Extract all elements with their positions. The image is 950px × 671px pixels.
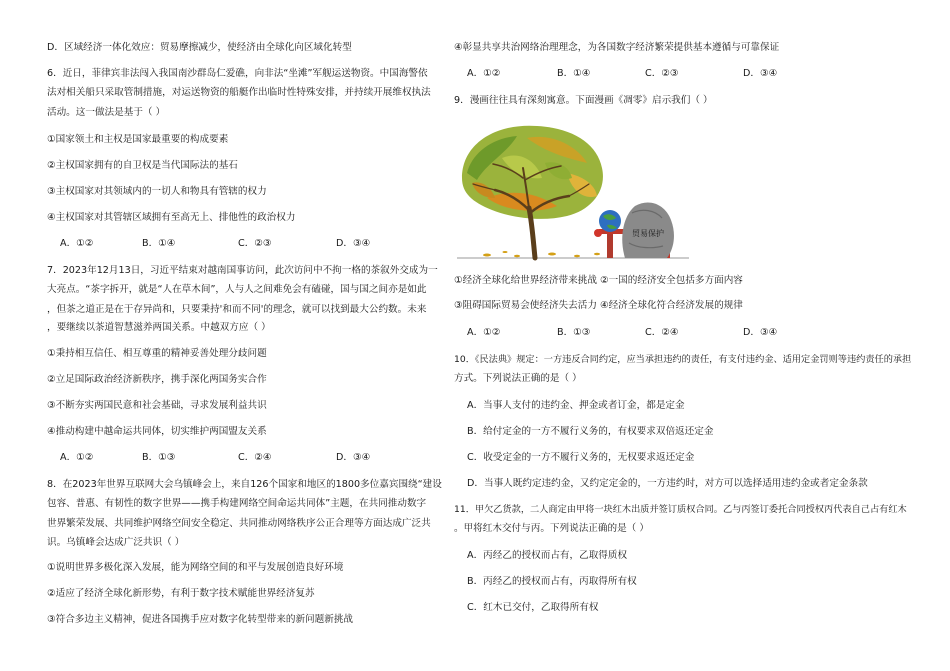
q9-option-c[interactable]: C．②④ (645, 327, 679, 338)
q9-option-b[interactable]: B．①③ (557, 327, 591, 338)
q6-statement-1: ①国家领土和主权是国家最重要的构成要素 (47, 134, 229, 145)
q8-statement-1: ①说明世界多极化深入发展，能为网络空间的和平与发展创造良好环境 (47, 562, 344, 573)
q7-stem-line4: ，要继续以茶道智慧滋养两国关系。中越双方应（ ） (47, 322, 271, 333)
q8-statement-2: ②适应了经济全球化新形势，有利于数字技术赋能世界经济复苏 (47, 588, 315, 599)
q7-stem-line3: ，但茶之道正是在于存异尚和，只要秉持'和而不同'的理念，就可以找到最大公约数。未来 (47, 304, 427, 315)
q7-option-d[interactable]: D．③④ (336, 452, 371, 463)
fallen-leaves (483, 251, 600, 257)
q10-stem-line2: 方式。下列说法正确的是（ ） (454, 373, 582, 384)
q7-statement-3: ③不断夯实两国民意和社会基础，寻求发展利益共识 (47, 400, 267, 411)
q8-option-a[interactable]: A．①② (467, 68, 501, 79)
q10-option-c[interactable]: C．收受定金的一方不履行义务的，无权要求返还定金 (467, 452, 695, 463)
q9-option-a[interactable]: A．①② (467, 327, 501, 338)
q8-option-c[interactable]: C．②③ (645, 68, 679, 79)
q10-stem-line1: 10．《民法典》规定：一方违反合同约定，应当承担违约的责任，有支付违约金、适用定金罚则等违约责任的承担 (454, 354, 912, 365)
q6-stem-line2: 法对相关船只采取管制措施，对运送物资的船艇作出临时性特殊安排，并持续开展维权执法 (47, 87, 431, 98)
q11-option-c[interactable]: C．红木已交付，乙取得所有权 (467, 602, 599, 613)
q8-stem-line1: 8．在2023年世界互联网大会乌镇峰会上，来自126个国家和地区的1800多位嘉宾围绕“建设 (47, 479, 442, 490)
boulder-label: 贸易保护 (632, 229, 664, 238)
q8-stem-line2: 包容、普惠、有韧性的数字世界——携手构建网络空间命运共同体”主题，在共同推动数字 (47, 498, 427, 509)
q10-option-d[interactable]: D．当事人既约定违约金，又约定定金的，一方违约时，对方可以选择适用违约金或者定金条款 (467, 478, 868, 489)
q8-stem-line4: 识。乌镇峰会达成广泛共识（ ） (47, 537, 185, 548)
q7-option-b[interactable]: B．①③ (142, 452, 176, 463)
q10-option-a[interactable]: A．当事人支付的违约金、押金或者订金，都是定金 (467, 400, 685, 411)
q6-stem-line3: 活动。这一做法是基于（ ） (47, 107, 166, 118)
q6-statement-2: ②主权国家拥有的自卫权是当代国际法的基石 (47, 160, 238, 171)
q6-stem-line1: 6．近日，菲律宾非法闯入我国南沙群岛仁爱礁，向非法“坐滩”军舰运送物资。中国海警依 (47, 68, 428, 79)
q6-option-a[interactable]: A．①② (60, 238, 94, 249)
q9-option-d[interactable]: D．③④ (743, 327, 778, 338)
q11-stem-line2: 。甲将红木交付与丙。下列说法正确的是（ ） (454, 523, 649, 534)
q7-statement-2: ②立足国际政治经济新秩序，携手深化两国务实合作 (47, 374, 267, 385)
q5-option-d: D．区域经济一体化效应：贸易摩擦减少，使经济由全球化向区域化转型 (47, 42, 352, 53)
q6-option-b[interactable]: B．①④ (142, 238, 176, 249)
q11-stem-line1: 11．甲欠乙货款，二人商定由甲将一块红木出质并签订质权合同。乙与丙签订委托合同授权丙代表自己占有红木 (454, 504, 907, 515)
q6-option-d[interactable]: D．③④ (336, 238, 371, 249)
q7-statement-1: ①秉持相互信任、相互尊重的精神妥善处理分歧问题 (47, 348, 267, 359)
q6-option-c[interactable]: C．②③ (238, 238, 272, 249)
q11-option-a[interactable]: A．丙经乙的授权而占有，乙取得质权 (467, 550, 628, 561)
q8-option-d[interactable]: D．③④ (743, 68, 778, 79)
q7-statement-4: ④推动构建中越命运共同体，切实维护两国盟友关系 (47, 426, 267, 437)
tree-canopy (462, 126, 603, 219)
q7-option-a[interactable]: A．①② (60, 452, 94, 463)
q8-statement-3: ③符合多边主义精神，促进各国携手应对数字化转型带来的新问题新挑战 (47, 614, 354, 625)
q8-option-b[interactable]: B．①④ (557, 68, 591, 79)
q11-option-b[interactable]: B．丙经乙的授权而占有，丙取得所有权 (467, 576, 637, 587)
q7-stem-line2: 大亮点。“茶字拆开，就是“人在草木间”，人与人之间难免会有磕碰，国与国之间亦是如此 (47, 284, 427, 295)
q8-stem-line3: 世界繁荣发展、共同维护网络空间安全稳定、共同推动网络秩序公正合理等方面达成广泛共 (47, 518, 431, 529)
q9-statements-1-2: ①经济全球化给世界经济带来挑战 ②一国的经济安全包括多方面内容 (454, 275, 743, 286)
q9-stem: 9．漫画往往具有深刻寓意。下面漫画《凋零》启示我们（ ） (454, 95, 713, 106)
trade-protection-boulder (622, 202, 674, 258)
q7-option-c[interactable]: C．②④ (238, 452, 272, 463)
q6-statement-3: ③主权国家对其领域内的一切人和物具有管辖的权力 (47, 186, 267, 197)
q8-statement-4: ④彰显共享共治网络治理理念，为各国数字经济繁荣提供基本遵循与可靠保证 (454, 42, 780, 53)
q6-statement-4: ④主权国家对其管辖区域拥有至高无上、排他性的政治权力 (47, 212, 296, 223)
q10-option-b[interactable]: B．给付定金的一方不履行义务的，有权要求双倍返还定金 (467, 426, 714, 437)
q9-statements-3-4: ③阻碍国际贸易会使经济失去活力 ④经济全球化符合经济发展的规律 (454, 300, 743, 311)
withering-cartoon (457, 118, 689, 263)
q7-stem-line1: 7．2023年12月13日，习近平结束对越南国事访问，此次访问中不拘一格的茶叙外交成为一 (47, 265, 438, 276)
